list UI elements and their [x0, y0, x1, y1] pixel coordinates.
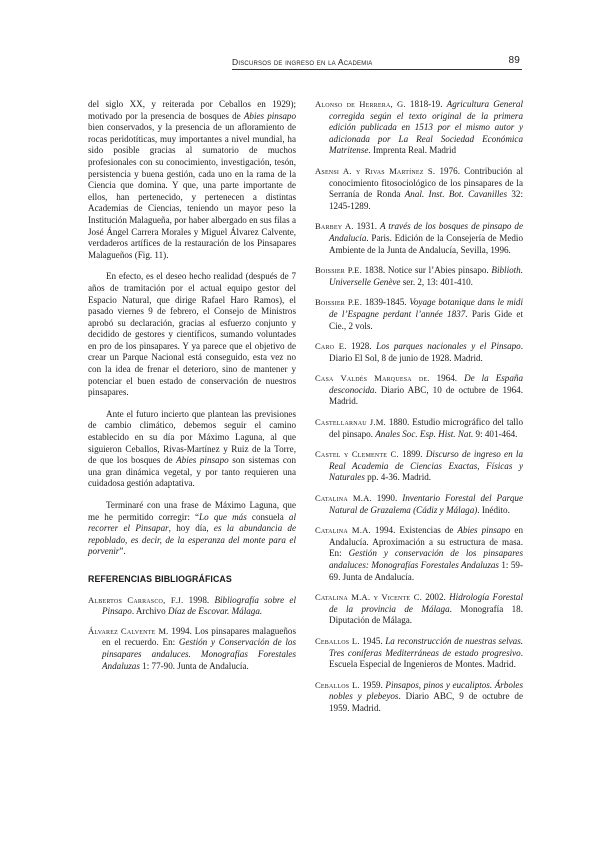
reference-entry: [315, 341, 523, 364]
italic-run: Bibliografía sobre el Pinsapo: [102, 594, 296, 617]
reference-entry: [315, 221, 523, 256]
italic-run: Agricultura General corregida según el texto original de la primera edición publicada en 1513 por el mismo autor y adicionada por La Real Sociedad Económica Matritense: [329, 99, 524, 156]
reference-entry: [315, 449, 523, 484]
running-head: [232, 55, 522, 69]
page-number: 89: [508, 55, 520, 66]
italic-run: es la abundancia de repoblado, es decir, de la esperanza del monte para el porvenir: [88, 523, 297, 557]
reference-entry: [315, 265, 523, 288]
italic-run: Anales Soc. Esp. Hist. Nat.: [375, 428, 474, 439]
reference-body: 1839-1845. Voyage botanique dans le midi de l’Espagne perdant l’année 1837. Paris Gide et Cie., 2 vols.: [329, 297, 523, 331]
reference-body: 1959. Pinsapos, pinos y eucaliptos. Árboles nobles y plebeyos. Diario ABC, 9 de octubre de 1959. Madrid.: [329, 679, 523, 713]
reference-author: Catalina M.A.: [315, 493, 372, 504]
reference-body: 1964. De la España desconocida. Diario ABC, 10 de octubre de 1964. Madrid.: [329, 373, 523, 407]
reference-entry: [315, 680, 523, 715]
italic-run: Voyage botanique dans le midi de l’Espagne perdant l’année 1837: [329, 297, 523, 319]
running-head-title: Discursos de ingreso en la Academia: [232, 57, 373, 67]
body-paragraph: del siglo XX, y reiterada por Ceballos en 1929); motivado por la presencia de bosques de Abies pinsapo bien conservados, y la presencia de un afloramiento de rocas peridotíticas, muy importantes a nivel mundial, ha sido posible gracias al sumatorio de muchos profesionales con su conocimiento, investigación, tesón, persistencia y buena gestión, cada uno en la rama de la Ciencia que domina. Y que, una parte importante de ellos, han pertenecido, y pertenecen a distintas Academias de Ciencias, teniendo un mayor peso la Institución Malagueña, por haber albergado en sus filas a José Ángel Carrera Morales y Miguel Álvarez Calvente, verdaderos artífices de la restauración de los Pinsapares Malagueños (Fig. 11).: [88, 99, 297, 260]
italic-run: Biblioth. Universelle Genève: [329, 265, 523, 287]
body-paragraph: Ante el futuro incierto que plantean las previsiones de cambio climático, debemos seguir el camino establecido en su día por Máximo Laguna, al que siguieron Ceballos, Rivas-Martínez y Ruiz de la Torre, de que los bosques de Abies pinsapo son sistemas con una gran dinámica vegetal, y por tanto requieren una cuidadosa gestión adaptativa.: [88, 408, 297, 489]
reference-entry: [315, 297, 523, 332]
italic-run: Díaz de Escovar. Málaga.: [167, 606, 263, 617]
italic-run: Lo que más: [199, 511, 247, 522]
reference-entry: [315, 493, 523, 516]
reference-author: Albertos Carrasco, F.J.: [88, 594, 184, 605]
left-column: [88, 99, 296, 680]
reference-body: 2002. Hidrología Forestal de la provincia de Málaga. Monografía 18. Diputación de Málaga.: [329, 592, 524, 626]
reference-body: 1931. A través de los bosques de pinsapo de Andalucía. Paris. Edición de la Consejería de Medio Ambiente de la Junta de Andalucía, Sevilla, 1996.: [329, 221, 523, 255]
reference-body: 1998. Bibliografía sobre el Pinsapo. Archivo Díaz de Escovar. Málaga.: [102, 594, 296, 617]
body-paragraph: En efecto, es el deseo hecho realidad (después de 7 años de tramitación por el actual equipo gestor del Espacio Natural, que dirige Rafael Haro Ramos), el pasado viernes 9 de febrero, el Consejo de Ministros aprobó su declaración, gracias al esfuerzo conjunto y decidido de gestores y científicos, sumando voluntades en pro de los pinsapares. Y ya parece que el objetivo de crear un Parque Nacional está conseguido, esta vez no con la idea de frenar el deterioro, sino de mantener y potenciar el buen estado de conservación de nuestros pinsapares.: [88, 271, 296, 398]
italic-run: Discurso de ingreso en la Real Academia de Ciencias Exactas, Físicas y Naturales: [329, 449, 523, 483]
reference-author: Alonso de Herrera, G.: [315, 99, 406, 109]
italic-run: Abies pinsapo: [176, 455, 229, 466]
reference-body: 1899. Discurso de ingreso en la Real Academia de Ciencias Exactas, Físicas y Naturales pp. 4-36. Madrid.: [329, 449, 523, 483]
italic-run: Gestión y conservación de los pinsapares andaluces: Monografías Forestales Andaluzas: [329, 548, 523, 570]
reference-author: Casa Valdés Marquesa de.: [315, 373, 430, 384]
reference-entry: [315, 99, 523, 157]
reference-author: Boissier P.E.: [315, 265, 362, 276]
right-column: [315, 99, 523, 724]
reference-author: Boissier P.E.: [315, 297, 363, 308]
reference-body: 1994. Existencias de Abies pinsapo en Andalucía. Aproximación a su estructura de masa. En: Gestión y conservación de los pinsapares andaluces: Monografías Forestales Andaluzas 1: 59-69. Junta de Andalucía.: [329, 525, 523, 582]
italic-run: Abies pinsapo: [243, 110, 297, 121]
reference-body: 1928. Los parques nacionales y el Pinsapo. Diario El Sol, 8 de junio de 1928. Madrid.: [329, 341, 523, 363]
reference-entry: [88, 595, 296, 618]
reference-author: Caro E.: [315, 341, 347, 352]
reference-entry: [315, 592, 523, 627]
reference-author: Asensi A. y Rivas Martínez S.: [315, 165, 436, 176]
reference-body: 1818-19. Agricultura General corregida según el texto original de la primera edición publicada en 1513 por el mismo autor y adicionada por La Real Sociedad Económica Matritense. Imprenta Real. Madrid: [329, 99, 524, 156]
reference-entry: [315, 525, 523, 583]
italic-run: Los parques nacionales y el Pinsapo: [376, 341, 521, 352]
italic-run: La reconstrucción de nuestras selvas. Tres coníferas Mediterráneas de estado progresivo: [329, 635, 524, 658]
italic-run: Anal. Inst. Bot. Cavanilles: [404, 189, 507, 200]
reference-author: Castel y Clemente C.: [315, 449, 399, 460]
reference-author: Catalina M.A.: [315, 525, 371, 536]
reference-author: Castellarnau J.M.: [315, 417, 386, 428]
reference-author: Barbey A.: [315, 221, 354, 232]
italic-run: A través de los bosques de pinsapo de Andalucía: [329, 221, 523, 243]
reference-entry: [315, 417, 523, 440]
reference-entry: [315, 166, 523, 212]
italic-run: Gestión y Conservación de los pinsapares andaluces. Monografías Forestales Andaluzas: [102, 637, 296, 671]
reference-entry: [315, 373, 523, 408]
body-paragraph: Terminaré con una frase de Máximo Laguna, que me he permitido corregir: “Lo que más consuela al recorrer el Pinsapar, hoy día, es la abundancia de repoblado, es decir, de la esperanza del monte para el porvenir”.: [88, 500, 297, 557]
italic-run: Inventario Forestal del Parque Natural de Grazalema (Cádiz y Málaga): [329, 493, 523, 515]
italic-run: Hidrología Forestal de la provincia de Málaga: [329, 592, 523, 614]
reference-author: Catalina M.A. y Vicente C.: [315, 592, 422, 603]
reference-entry: [88, 626, 296, 672]
reference-body: 1994. Los pinsapares malagueños en el recuerdo. En: Gestión y Conservación de los pinsapares andaluces. Monografías Forestales Andaluzas 1: 77-90. Junta de Andalucía.: [102, 625, 296, 671]
reference-body: 1945. La reconstrucción de nuestras selvas. Tres coníferas Mediterráneas de estado progresivo. Escuela Especial de Ingenieros de Montes. Madrid.: [329, 635, 524, 670]
reference-entry: [315, 636, 523, 671]
header-rule: [232, 69, 522, 70]
reference-body: 1976. Contribución al conocimiento fitosociológico de los pinsapares de la Serranía de Ronda Anal. Inst. Bot. Cavanilles 32: 1245-1289.: [329, 165, 523, 211]
reference-author: Ceballos L.: [315, 679, 360, 690]
italic-run: Abies pinsapo: [457, 525, 511, 536]
italic-run: al recorrer el Pinsapar: [88, 511, 296, 534]
reference-author: Ceballos L.: [315, 635, 360, 646]
italic-run: Pinsapos, pinos y eucaliptos. Árboles nobles y plebeyos: [329, 679, 523, 702]
reference-body: 1880. Estudio micrográfico del tallo del pinsapo. Anales Soc. Esp. Hist. Nat. 9: 401-464.: [329, 417, 523, 439]
references-heading: REFERENCIAS BIBLIOGRÁFICAS: [88, 573, 232, 584]
reference-body: 1838. Notice sur l’Abies pinsapo. Biblioth. Universelle Genève ser. 2, 13: 401-410.: [329, 265, 523, 287]
reference-author: Álvarez Calvente M.: [88, 625, 169, 636]
italic-run: De la España desconocida: [329, 373, 523, 395]
reference-body: 1990. Inventario Forestal del Parque Natural de Grazalema (Cádiz y Málaga). Inédito.: [329, 493, 523, 515]
